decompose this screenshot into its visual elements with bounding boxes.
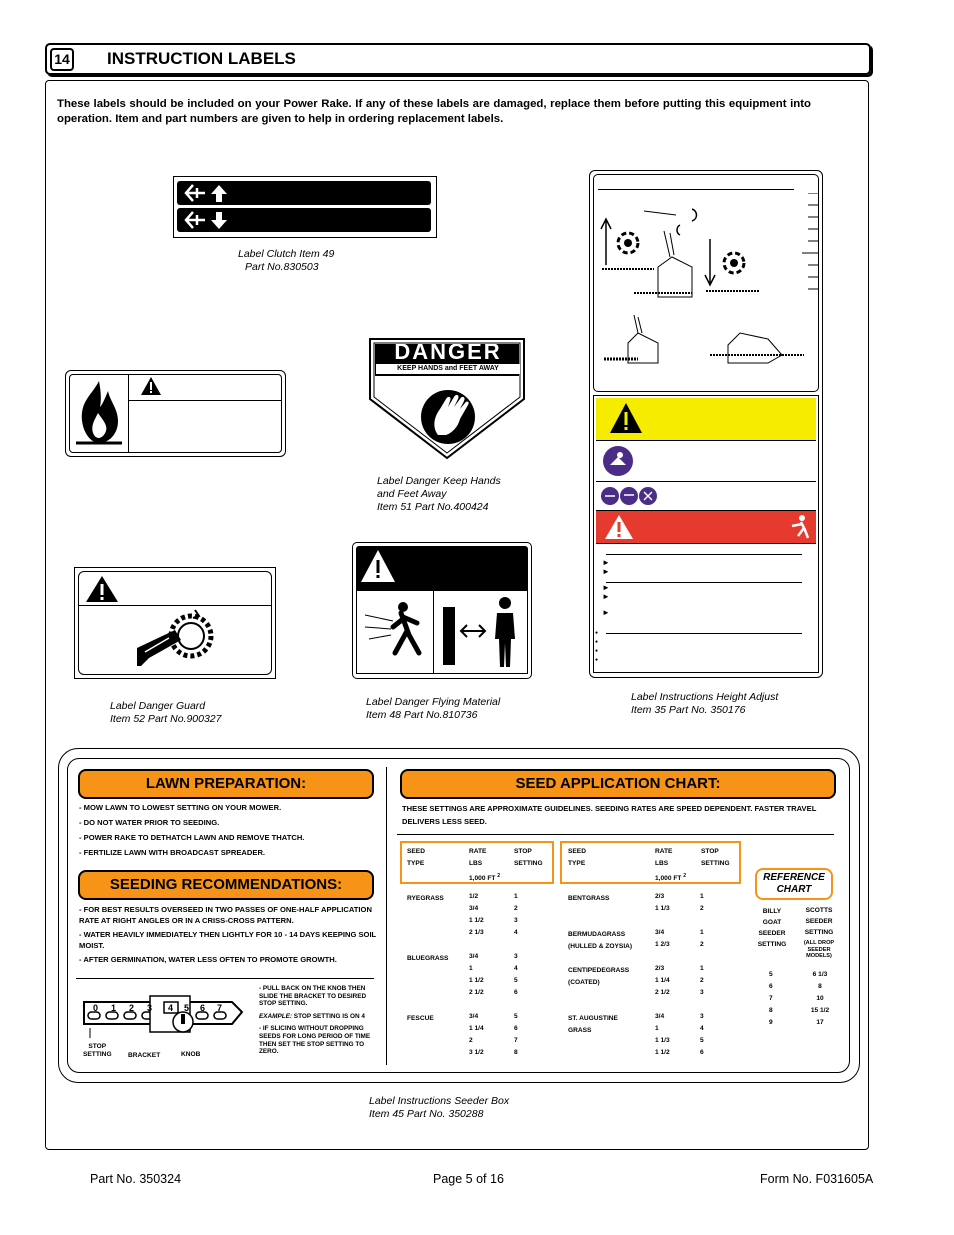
height-caption: Label Instructions Height Adjust Item 35 Part No. 350176 xyxy=(631,691,779,716)
seeding-rec-heading: SEEDING RECOMMENDATIONS: xyxy=(78,870,374,900)
lawn-prep-heading: LAWN PREPARATION: xyxy=(78,769,374,799)
seed-stop-cell: 1 xyxy=(700,965,704,972)
seed-rate-cell: 2 1/2 xyxy=(469,989,484,996)
seed-rate-cell: 1 1/4 xyxy=(469,1025,484,1032)
seed-rate-cell: 1 xyxy=(469,965,473,972)
danger-title: DANGER xyxy=(394,339,502,364)
dial-label-knob: KNOB xyxy=(181,1051,201,1058)
list-item: - AFTER GERMINATION, WATER LESS OFTEN TO PROMOTE GROWTH. xyxy=(79,955,337,964)
seed-stop-cell: 2 xyxy=(700,941,704,948)
section-header xyxy=(45,43,871,75)
reference-billy-cell: 7 xyxy=(769,995,773,1002)
seed-stop-cell: 2 xyxy=(700,905,704,912)
section-number: 14 xyxy=(50,48,74,71)
flying-label xyxy=(352,542,532,679)
warning-icon xyxy=(85,575,119,603)
seed-rate-cell: 1/2 xyxy=(469,893,479,900)
bullet-marks: ► ► ► ► ► xyxy=(602,558,610,617)
seeding-rec-list xyxy=(79,904,379,965)
seed-stop-cell: 3 xyxy=(514,953,518,960)
clutch-engage-bar xyxy=(177,181,431,205)
warning-icon xyxy=(609,402,643,434)
reference-billy-cell: 6 xyxy=(769,983,773,990)
clutch-disengage-bar xyxy=(177,208,431,232)
reference-billy-header: BILLY GOAT SEEDER SETTING xyxy=(757,908,787,948)
stop-setting-dial: 0 1 2 3 4 5 6 7 STOP SETTING BRACKET KNOB xyxy=(80,994,250,1064)
seed-rate-cell: 3 1/2 xyxy=(469,1049,484,1056)
seed-stop-cell: 1 xyxy=(514,893,518,900)
reference-chart-title: REFERENCE CHART xyxy=(755,868,833,900)
footer-form-number: Form No. F031605A xyxy=(760,1172,874,1186)
list-item: - DO NOT WATER PRIOR TO SEEDING. xyxy=(79,818,220,827)
dot-marks: ● ● ● ● xyxy=(595,630,599,663)
seed-rate-cell: 1 1/3 xyxy=(655,1037,670,1044)
flying-debris-icon xyxy=(363,595,431,669)
seed-type-name: BENTGRASS xyxy=(568,895,610,902)
seed-rate-cell: 3/4 xyxy=(655,1013,665,1020)
seed-type-name: ST. AUGUSTINE GRASS xyxy=(568,1015,618,1034)
seed-type-name: BLUEGRASS xyxy=(407,955,449,962)
warning-yellow-band xyxy=(596,398,816,441)
seed-stop-cell: 6 xyxy=(514,989,518,996)
reference-scotts-cell: 10 xyxy=(816,995,824,1002)
seed-rate-cell: 1 2/3 xyxy=(655,941,670,948)
seed-stop-cell: 4 xyxy=(514,965,518,972)
reference-scotts-cell: 6 1/3 xyxy=(812,971,828,978)
seed-type-name: FESCUE xyxy=(407,1015,434,1022)
seed-rate-cell: 2/3 xyxy=(655,893,665,900)
reference-billy-cell: 8 xyxy=(769,1007,773,1014)
hands-caption: Label Danger Keep Hands and Feet Away Item 51 Part No.400424 xyxy=(377,475,501,513)
reference-billy-cell: 5 xyxy=(769,971,773,978)
list-item: - WATER HEAVILY IMMEDIATELY THEN LIGHTLY FOR 10 - 14 DAYS KEEPING SOIL MOIST. xyxy=(79,930,377,950)
flying-debris-icon xyxy=(786,514,812,540)
list-item: - FERTILIZE LAWN WITH BROADCAST SPREADER. xyxy=(79,848,266,857)
danger-red-band xyxy=(596,511,816,544)
reference-scotts-cell: 17 xyxy=(816,1019,824,1026)
seed-chart-note: THESE SETTINGS ARE APPROXIMATE GUIDELINES. SEEDING RATES ARE SPEED DEPENDENT. FASTER TRAVEL DELIVERS LESS SEED. xyxy=(402,804,817,826)
seed-rate-cell: 1 1/2 xyxy=(469,917,484,924)
warning-icon xyxy=(360,549,396,583)
warning-icon xyxy=(140,376,162,396)
seed-rate-cell: 3/4 xyxy=(469,905,479,912)
seed-rate-cell: 1 1/3 xyxy=(655,905,670,912)
seed-rate-cell: 1 1/2 xyxy=(469,977,484,984)
lawn-prep-list xyxy=(79,802,379,859)
dial-label-stop: STOP SETTING xyxy=(83,1043,112,1058)
height-adjust-diagram xyxy=(598,193,820,369)
seed-rate-cell: 3/4 xyxy=(469,1013,479,1020)
footer-page-number: Page 5 of 16 xyxy=(433,1172,504,1186)
seed-stop-cell: 2 xyxy=(514,905,518,912)
reference-scotts-header: SCOTTS SEEDER SETTING (ALL DROP SEEDER MODELS) xyxy=(803,907,835,959)
flying-caption: Label Danger Flying Material Item 48 Part No.810736 xyxy=(366,696,501,721)
dial-notes: - PULL BACK ON THE KNOB THEN SLIDE THE BRACKET TO DESIRED STOP SETTING. EXAMPLE: STOP SETTING IS ON 4 - IF SLICING WITHOUT DROPPING SEEDS FOR LONG PERIOD OF TIME THEN SET THE STOP SETTING TO ZERO. xyxy=(259,985,377,1056)
seed-stop-cell: 3 xyxy=(700,1013,704,1020)
seed-type-name: BERMUDAGRASS (HULLED & ZOYSIA) xyxy=(568,931,633,950)
seed-type-name: CENTIPEDEGRASS (COATED) xyxy=(568,967,630,986)
seed-rate-cell: 2 1/3 xyxy=(469,929,484,936)
dial-example: EXAMPLE: STOP SETTING IS ON 4 xyxy=(259,1012,365,1020)
seed-stop-cell: 5 xyxy=(700,1037,704,1044)
seed-stop-cell: 4 xyxy=(514,929,518,936)
list-item: - FOR BEST RESULTS OVERSEED IN TWO PASSES OF ONE-HALF APPLICATION RATE AT RIGHT ANGLES OR IN A CRISS-CROSS PATTERN. xyxy=(79,905,372,925)
seed-rate-cell: 1 1/2 xyxy=(655,1049,670,1056)
seed-stop-cell: 1 xyxy=(700,893,704,900)
guard-caption: Label Danger Guard Item 52 Part No.900327 xyxy=(110,700,222,725)
clutch-disengage-icon xyxy=(183,210,233,230)
seed-stop-cell: 3 xyxy=(514,917,518,924)
seed-type-name: RYEGRASS xyxy=(407,895,444,902)
reference-scotts-cell: 8 xyxy=(818,983,822,990)
seed-stop-cell: 4 xyxy=(700,1025,704,1032)
seed-stop-cell: 5 xyxy=(514,977,518,984)
danger-subtitle: KEEP HANDS and FEET AWAY xyxy=(376,364,520,374)
list-item: - MOW LAWN TO LOWEST SETTING ON YOUR MOWER. xyxy=(79,803,282,812)
section-title: INSTRUCTION LABELS xyxy=(107,49,296,68)
seed-stop-cell: 6 xyxy=(700,1049,704,1056)
intro-text: These labels should be included on your Power Rake. If any of these labels are damaged, replace them before putting this equipment into operation. Item and part numbers are given to help in ordering replacement labels. xyxy=(57,98,811,125)
dial-label-bracket: BRACKET xyxy=(128,1052,161,1059)
seed-rate-cell: 1 1/4 xyxy=(655,977,670,984)
warning-icon xyxy=(604,514,634,540)
clutch-engage-icon xyxy=(183,183,233,203)
height-adjust-label xyxy=(589,170,823,678)
seed-rate-cell: 2 1/2 xyxy=(655,989,670,996)
reference-billy-cell: 9 xyxy=(769,1019,773,1026)
list-item: - POWER RAKE TO DETHATCH LAWN AND REMOVE THATCH. xyxy=(79,833,305,842)
seed-stop-cell: 8 xyxy=(514,1049,518,1056)
seed-rate-cell: 2 xyxy=(469,1037,473,1044)
seed-stop-cell: 1 xyxy=(700,929,704,936)
seed-stop-cell: 7 xyxy=(514,1037,518,1044)
safe-distance-icon xyxy=(441,595,523,671)
fire-icon xyxy=(72,377,126,449)
seed-chart-heading: SEED APPLICATION CHART: xyxy=(400,769,836,799)
seed-stop-cell: 6 xyxy=(514,1025,518,1032)
seeder-caption: Label Instructions Seeder Box Item 45 Part No. 350288 xyxy=(369,1095,510,1120)
seed-rate-cell: 3/4 xyxy=(469,953,479,960)
chain-guard-icon xyxy=(135,608,215,673)
seed-rate-cell: 2/3 xyxy=(655,965,665,972)
ppe-icons xyxy=(600,486,658,506)
fire-label xyxy=(65,370,286,457)
seed-stop-cell: 3 xyxy=(700,989,704,996)
seed-stop-cell: 2 xyxy=(700,977,704,984)
seed-stop-cell: 5 xyxy=(514,1013,518,1020)
footer-part-number: Part No. 350324 xyxy=(90,1172,182,1186)
reference-scotts-cell: 15 1/2 xyxy=(810,1007,830,1014)
guard-label xyxy=(74,567,276,679)
clutch-caption: Label Clutch Item 49 Part No.830503 xyxy=(238,248,335,273)
dial-drawing xyxy=(80,994,246,1042)
clutch-label xyxy=(173,176,437,238)
seed-rate-cell: 1 xyxy=(655,1025,659,1032)
seed-rate-cell: 3/4 xyxy=(655,929,665,936)
read-manual-icon xyxy=(602,445,634,477)
